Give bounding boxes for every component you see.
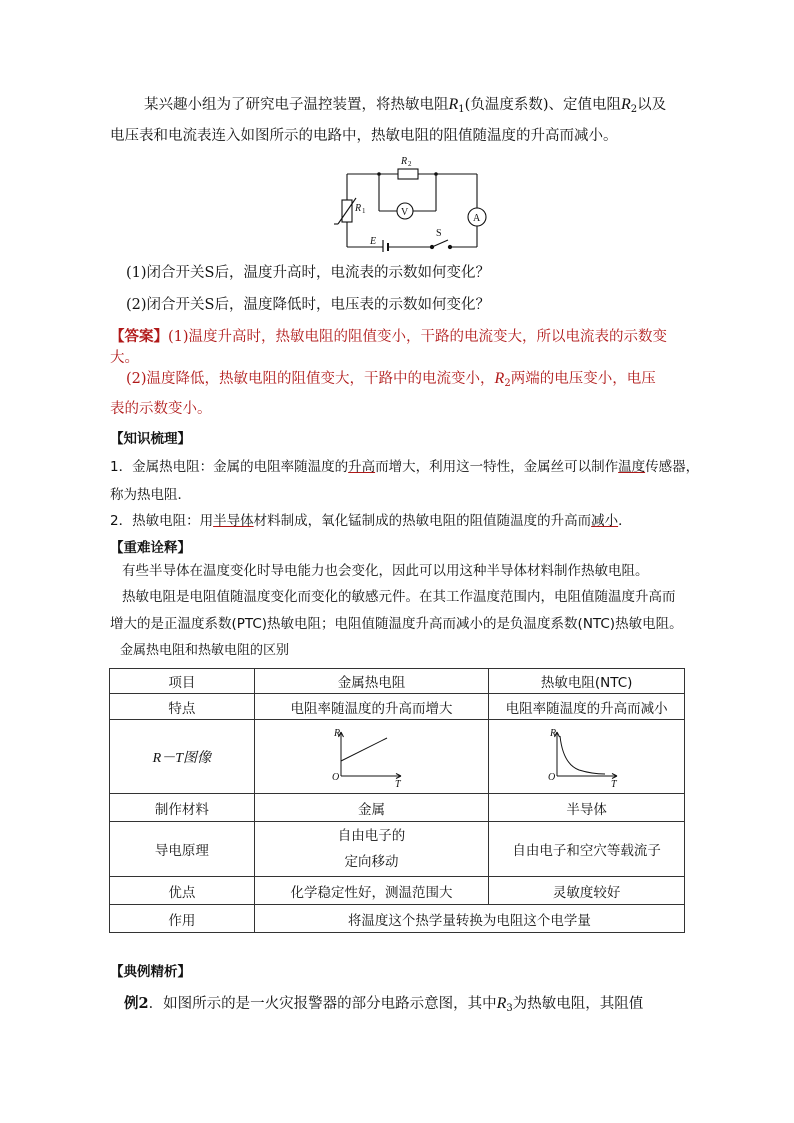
table-header: 金属热电阻 — [254, 669, 489, 694]
table-cell: 作用 — [110, 905, 255, 933]
table-header-row — [110, 669, 685, 694]
table-cell — [489, 720, 685, 794]
difficulty-heading: 【重难诠释】 — [110, 540, 191, 556]
answer-tag: 【答案】 — [110, 328, 168, 345]
table-cell: 导电原理 — [110, 822, 255, 877]
switch-label: S — [436, 228, 442, 239]
table-cell: 化学稳定性好，测温范围大 — [254, 877, 489, 905]
knowledge-heading: 【知识梳理】 — [110, 431, 191, 447]
emf-label: E — [370, 236, 377, 247]
table-cell: 电阻率随温度的升高而增大 — [254, 694, 489, 720]
table-cell: 灵敏度较好 — [489, 877, 685, 905]
table-header: 项目 — [110, 669, 255, 694]
example-label: 例2 — [124, 995, 149, 1012]
answer-line-1: 【答案】(1)温度升高时，热敏电阻的阻值变小，干路的电流变大，所以电流表的示数变 — [110, 328, 668, 345]
table-title: 金属热电阻和热敏电阻的区别 — [120, 643, 290, 658]
r1-label: R — [355, 203, 362, 214]
svg-text:R: R — [334, 727, 341, 739]
question-1: (1)闭合开关S后，温度升高时，电流表的示数如何变化？ — [126, 265, 490, 281]
example-heading: 【典例精析】 — [110, 964, 191, 980]
table-row — [110, 720, 685, 794]
example-text: 例2．如图所示的是一火灾报警器的部分电路示意图，其中$R_3$为热敏电阻，其阻值 — [124, 995, 644, 1014]
r2-resistor — [398, 169, 418, 179]
ntc-rt-curve — [560, 736, 605, 774]
table-cell: 自由电子的 定向移动 — [254, 822, 489, 877]
svg-text:O: O — [547, 771, 555, 783]
table-row — [110, 905, 685, 933]
table-cell: 金属 — [254, 794, 489, 822]
circuit-diagram — [330, 152, 495, 252]
intro-line-2: 电压表和电流表连入如图所示的电路中，热敏电阻的阻值随温度的升高而减小。 — [110, 128, 618, 144]
difficulty-p2-line1: 热敏电阻是电阻值随温度变化而变化的敏感元件。在其工作温度范围内，电阻值随温度升高而 — [122, 589, 676, 605]
table-row — [110, 694, 685, 720]
r2-label: R — [401, 156, 408, 167]
comparison-table — [109, 668, 685, 933]
question-2: (2)闭合开关S后，温度降低时，电压表的示数如何变化？ — [126, 297, 490, 313]
intro-line-1: 某兴趣小组为了研究电子温控装置，将热敏电阻$R_1$(负温度系数)、定值电阻$R_2$以及 — [144, 96, 667, 115]
difficulty-p1: 有些半导体在温度变化时导电能力也会变化，因此可以用这种半导体材料制作热敏电阻。 — [122, 563, 649, 579]
table-cell: 电阻率随温度的升高而减小 — [489, 694, 685, 720]
table-cell: 半导体 — [489, 794, 685, 822]
knowledge-item-1-cont: 称为热电阻． — [110, 487, 191, 503]
voltmeter-label: V — [401, 207, 409, 218]
ntc-rt-graph — [547, 726, 627, 788]
table-header: 热敏电阻(NTC) — [489, 669, 685, 694]
table-cell: 制作材料 — [110, 794, 255, 822]
svg-text:R: R — [549, 727, 556, 739]
svg-text:T: T — [610, 778, 617, 788]
difficulty-p2-line2: 增大的是正温度系数(PTC)热敏电阻；电阻值随温度升高而减小的是负温度系数(NTC)热敏电阻。 — [110, 616, 683, 632]
table-cell: 自由电子和空穴等载流子 — [489, 822, 685, 877]
answer-line-3: (2)温度降低，热敏电阻的阻值变大，干路中的电流变小，$R_2$两端的电压变小，电压 — [126, 370, 656, 389]
table-row — [110, 794, 685, 822]
table-cell: 将温度这个热学量转换为电阻这个电学量 — [254, 905, 684, 933]
metal-rt-graph — [331, 726, 411, 788]
table-row — [110, 877, 685, 905]
table-cell: 优点 — [110, 877, 255, 905]
table-cell: R－T图像 — [110, 720, 255, 794]
answer-line-2: 大。 — [110, 350, 139, 366]
table-cell: 特点 — [110, 694, 255, 720]
switch-lever — [432, 240, 448, 247]
knowledge-item-1: 1．金属热电阻：金属的电阻率随温度的升高而增大，利用这一特性，金属丝可以制作温度传感器， — [110, 459, 700, 475]
knowledge-item-2: 2．热敏电阻：用半导体材料制成，氧化锰制成的热敏电阻的阻值随温度的升高而减小． — [110, 513, 632, 529]
metal-rt-line — [341, 738, 387, 761]
ammeter-label: A — [473, 213, 481, 224]
answer-line-4: 表的示数变小。 — [110, 401, 212, 417]
svg-text:O: O — [332, 771, 340, 783]
svg-text:T: T — [395, 778, 402, 788]
table-row — [110, 822, 685, 877]
svg-text:1: 1 — [362, 207, 366, 215]
table-cell — [254, 720, 489, 794]
svg-text:2: 2 — [408, 160, 412, 168]
